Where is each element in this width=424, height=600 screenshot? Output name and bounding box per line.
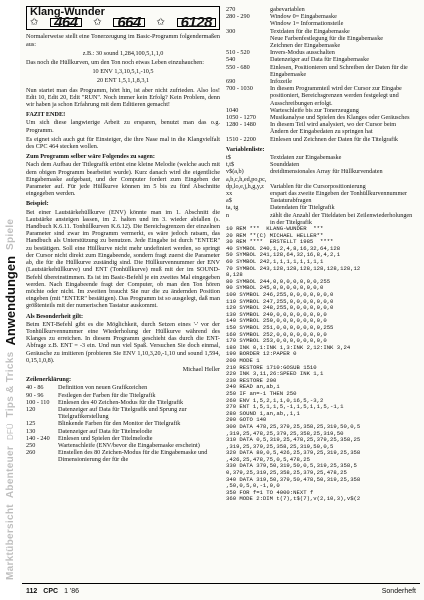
table-row xyxy=(226,56,416,63)
table-row xyxy=(26,384,220,391)
section-label-adventure[interactable]: Abenteuer xyxy=(4,445,16,499)
row-key xyxy=(226,35,270,42)
row-value: dreidimensionales Array für Hüllkurvendaten xyxy=(270,168,383,176)
body-paragraph: Es eignet sich auch gut für Einsteiger, die ihre Nase mal in die Klangvielfalt des CPC 464 stecken wollen. xyxy=(26,135,220,151)
star-icon: ✩ xyxy=(30,17,39,29)
row-key: 1040 xyxy=(226,106,239,114)
table-row xyxy=(226,121,416,135)
row-value: Blinkende Farben für den Monitor der Titelgrafik xyxy=(58,420,181,428)
table-row xyxy=(26,420,220,427)
line-explanation-table-continued xyxy=(226,6,416,143)
example-line: 10 ENV 1,3,10,5,1,-10,5 xyxy=(92,68,154,76)
magazine-name: CPC xyxy=(43,587,59,595)
table-row xyxy=(226,197,416,204)
table-row xyxy=(26,406,220,420)
table-row xyxy=(226,212,416,226)
body-paragraph: Nun startet man das Programm, hört hin, ist aber nicht zufrieden. Also los! Edit 10, Edit 20, Edit "RUN". Noch immer kein Erfolg? Kein Problem, denn wir haben ja schon Erfahrung mit dem Editieren gemacht! xyxy=(26,86,220,109)
row-value: Window 0= Eingabemaske xyxy=(270,13,337,21)
intro-text: Normalerweise stellt eine Tonerzeugung im Basic-Programm folgendermaßen aus: xyxy=(26,33,220,48)
table-row xyxy=(226,20,416,27)
table-row xyxy=(26,399,220,406)
intro-text-2: Das noch die Hüllkurven, um den Ton noch etwas Leben einzuhauchen: xyxy=(26,59,204,67)
table-row xyxy=(226,64,416,78)
example-line: 20 ENT 1,5,1,1,8,3,1 xyxy=(96,77,150,85)
star-icon: ✩ xyxy=(93,17,102,29)
variable-table xyxy=(226,154,416,226)
row-key: 550 - 680 xyxy=(226,63,250,71)
row-value: In diesem Programmteil wird der Cursor zur Eingabe positioniert, Bereichsgrenzen werden festgelegt und Ausschreibungen erfolgt. xyxy=(270,85,402,107)
section-heading: Beispiel: xyxy=(26,200,49,208)
body-paragraph: Nach dem Aufbau der Titlegrafik ertönt eine kleine Melodie (welche auch mit dem obigen Programm bearbeitet wurde). Kurz danach wird die eigentliche Eingabemaske aufgebaut, und der Computer fordert zum Eingeben der Parameter auf. Für jede Hüllkurve können im 5 bis zu fünf Abschnitte eingegeben werden. xyxy=(26,161,220,198)
row-value: Textdaten zur Eingabemaske xyxy=(270,154,342,162)
row-key: xx xyxy=(226,190,233,198)
section-label-dfu[interactable]: DFÜ xyxy=(5,423,15,440)
fazit-label: FAZIT ENDE! xyxy=(26,111,66,119)
table-row xyxy=(226,6,416,13)
author-name: Michael Heller xyxy=(182,365,220,373)
row-key: t,t$ xyxy=(226,161,235,169)
row-value: Window 1= Informationsteile xyxy=(270,20,344,28)
row-key: 125 xyxy=(26,420,36,428)
row-key xyxy=(226,20,270,27)
row-key: 540 xyxy=(226,56,236,64)
system-logos xyxy=(30,14,216,32)
table-row xyxy=(226,78,416,85)
table-row xyxy=(26,428,220,435)
row-key: 300 xyxy=(226,27,236,35)
section-heading: Als Besonderheit gilt: xyxy=(26,312,84,320)
table-row xyxy=(26,442,220,449)
logo-464: 464 xyxy=(50,18,82,27)
section-sidebar xyxy=(0,0,20,600)
row-key: 1280 - 1480 xyxy=(226,121,256,129)
section-heading: Variablenliste: xyxy=(226,145,265,153)
table-row xyxy=(226,176,416,183)
row-key: 140 - 240 xyxy=(26,434,50,442)
logo-664: 664 xyxy=(113,18,145,27)
row-value: Sounddaten xyxy=(270,161,300,169)
footer-rule xyxy=(22,583,420,584)
row-value: Einlesen und Zeichnen der Daten für die Titelgrafik xyxy=(270,135,399,143)
row-key: a,b,c,h,ed,po,pc, xyxy=(226,175,267,183)
title-box xyxy=(26,6,220,30)
row-value: Datenzeiger auf Data für Eingabemaske xyxy=(270,56,369,64)
row-value xyxy=(270,176,416,183)
table-row xyxy=(226,107,416,114)
table-row xyxy=(226,154,416,161)
row-key: 250 xyxy=(26,441,36,449)
row-key: 1050 - 1270 xyxy=(226,114,256,122)
row-value: erspart das zweite Eingeben der Tonhüllkurvennummer xyxy=(270,190,408,198)
row-value: Definition von neuen Grafikzeichen xyxy=(58,384,148,392)
row-value: Zeichnen der Eingabemaske xyxy=(270,42,341,50)
row-key: a$ xyxy=(226,197,232,205)
row-value: Festlegen der Farben für die Titelgrafik xyxy=(58,391,156,399)
body-paragraph: Beim ENT-Befehl gibt es die Möglichkeit, durch Setzen eines '-' vor der Tonhüllkurvennummer eine Wiederholung der Hüllkurve während des Klanges zu erreichen. In diesem Programm geschieht das durch die ENT-Abfrage z.B. ENT = -3 ein. Und nun viel Spaß. Versuchen Sie doch einmal, Geräusche zu imitieren (probieren Sie ENV 1,10,3,20,-1,10 und sound 1,594, 0,15,1,0,8). xyxy=(26,320,220,364)
row-key: n xyxy=(226,211,230,219)
right-column xyxy=(226,6,416,581)
table-row xyxy=(226,13,416,20)
row-value: Tastaturabfragen xyxy=(270,197,312,205)
table-row xyxy=(226,168,416,175)
row-value: Musikanalyse und Spielen des Klanges oder Geräusches xyxy=(270,114,410,122)
row-value: Datenzeiger auf Data für Titelmelodie xyxy=(58,427,153,435)
body-paragraph: Um sich diese langwierige Arbeit zu ersparen, benutzt man das o.g. Programm. xyxy=(26,119,220,134)
table-row xyxy=(226,114,416,121)
logo-6128: 6128 xyxy=(177,18,216,27)
row-value: Variablen für die Cursorpositionierung xyxy=(270,182,366,190)
table-row xyxy=(26,449,220,463)
row-key xyxy=(226,42,270,49)
row-value: gabevariablen xyxy=(270,6,305,13)
star-icon: ✩ xyxy=(156,17,165,29)
row-key: dp,lo,e,j,h,g,y,z xyxy=(226,182,264,190)
table-row xyxy=(226,49,416,56)
section-label-games[interactable]: Spiele xyxy=(4,218,16,250)
row-value: Einlesen des 40 Zeichen-Modus für die Titelgrafik xyxy=(58,398,184,406)
row-value: Infozeile xyxy=(270,78,292,86)
table-row xyxy=(226,161,416,168)
row-key: t$ xyxy=(226,154,231,162)
section-heading: Zeilenerklärung: xyxy=(26,376,72,384)
body-paragraph: Bei einer Lautstärkehüllkurve (ENV) könnte man im 1. Abschnitt die Lautstärke ansteigen lassen, im 2. halten und im 3. wieder abfallen (s. Handbuch K.6.11. Tonhüllkurven K.6.12). Die Bereichsgrenzen der einzelnen Parameter sind zwar im Programm vermerkt, es wäre jedoch ratsam, das Handbuch als Unterstützung zu benutzen. Jede Eingabe ist durch "ENTER" zu bestätigen. Soll eine Hüllkurve nicht mehr undefiniert werden, so springt der Cursor nicht direkt zum Eingabeende, sondern fragt zuerst die Parameter ab, die für die Hüllkurve zuständig sind. Die Hüllkurvennummer der ENV (Lautstärkehüllkurve) und ENT (Tonhüllkurve) muß mit der im SOUND-Befehl übereinstimmen. Es ist im Basic-Befehl je ein zweites Mal eingegeben werden. Nach Eingabeende fragt der Computer, ob man den Ton hören möchte oder nicht. Im zweiten braucht Sie nur die zu ändernden Position eingeben (mit "ENTER" bestätigen). Das Programm ist so ausgelegt, daß man größtenteils mit der numerischen Tastatur auskommt. xyxy=(26,208,220,310)
table-row xyxy=(26,435,220,442)
row-key: 700 - 1030 xyxy=(226,85,253,93)
row-key: v$(a,b) xyxy=(226,168,244,176)
row-key: 690 xyxy=(226,78,236,86)
row-value: Invers-Modus ausschalten xyxy=(270,49,335,57)
page-footer xyxy=(26,585,416,597)
row-key: 510 - 520 xyxy=(226,49,250,57)
row-value: Einstellen des 80 Zeichen-Modus für die Eingabemaske und Dimensionierung der für die xyxy=(58,449,208,464)
table-row xyxy=(226,190,416,197)
row-value: Warteschleife bis zur Tonerzeugung xyxy=(270,106,359,114)
article-title: Klang-Wunder xyxy=(30,6,105,18)
row-key: 120 xyxy=(26,405,36,413)
row-value: In diesem Teil wird analysiert, wo der Cursor beim Ändern der Eingabedaten zu springen hat xyxy=(270,121,397,136)
row-value: zählt die Anzahl der Titeldaten bei Zeilenwiederholungen in der Titelgrafik xyxy=(270,211,413,226)
table-row xyxy=(226,42,416,49)
row-value: Neue Farbenfestlegung für die Eingabemaske xyxy=(270,34,384,42)
row-key: 100 - 110 xyxy=(26,398,50,406)
page-number: 112 xyxy=(26,587,38,595)
program-listing: 10 REM *** KLANG-WUNDER *** 20 REM **(C) MICHAEL HELLER** 30 REM **** ERSTELLT 1985 **** 40 SYMBOL 240,1,2,4,8,16,32,64,128 50 SYMBOL 241,128,64,32,16,8,4,2,1 60 SYMBOL 242,1,1,1,1,1,1,1,1 70 SYMBOL 243,128,128,128,128,128,128,12 8,128 80 SYMBOL 244,0,0,0,0,0,0,0,255 90 SYMBOL 245,0,0,0,0,0,0,0,0 100 SYMBOL 246,255,0,0,0,0,0,0,0 110 SYMBOL 247,255,0,0,0,0,0,0,0 120 SYMBOL 248,255,0,0,0,0,0,0,0 130 SYMBOL 249,0,0,0,0,0,0,0,0 140 SYMBOL 250,0,0,0,0,0,0,0,0 150 SYMBOL 251,0,0,0,0,0,0,0,255 160 SYMBOL 252,0,0,0,0,0,0,0,0 170 SYMBOL 253,0,0,0,0,0,0,0,0 180 INK 0,1:INK 1,3:INK 2,12:INK 3,24 190 BORDER 12:PAPER 0 200 MODE 1 210 RESTORE 1710:GOSUB 1510 220 INK 3,11,26:SPEED INK 1,1 230 RESTORE 200 240 READ an,ab,i 250 IF an=-1 THEN 250 260 ENV 1,5,2,1,1,0,16,5,-3,2 270 ENT 1,5,1,1,5,-1,1,5,1,1,5,-1,1 280 SOUND 1,an,ab,,1,1 290 GOTO 140 300 DATA 478,25,379,25,358,25,319,50,0,5 ,319,25,478,25,379,25,358,25,319,50 310 DATA 0,5,319,25,478,25,379,25,358,25 ,319,25,379,25,358,25,319,50,0,5 320 DATA 80,0,5,426,25,379,25,319,25,358 ,426,25,478,75,0,5,478,25 330 DATA 379,50,319,50,0,5,319,25,358,5 0,379,25,319,25,358,25,379,25,478,25 340 DATA 319,50,379,50,478,50,319,25,358 ,50,0,5,0,-1,0,0 350 FOR f=1 TO 4000:NEXT f 360 MODE 2:DIM t(7),t$(7),v(2,10,3),v$(2 xyxy=(226,225,361,503)
row-value: Datenzeiger auf Data für Titelgrafik und Sprung zur Titelgrafikerstellung xyxy=(58,405,187,421)
row-value: Einlesen und Spielen der Titelmelodie xyxy=(58,434,153,442)
row-value: Textdaten für die Eingabemaske xyxy=(270,27,350,35)
example-line: z.B.: 30 sound 1,284,100,5,1,1,0 xyxy=(82,49,164,57)
table-row xyxy=(226,35,416,42)
section-heading: Zum Programm selber wäre Folgendes zu sagen: xyxy=(26,153,155,161)
section-nav xyxy=(3,20,17,580)
table-row xyxy=(226,85,416,107)
table-row xyxy=(226,204,416,211)
edition-label: Sonderheft xyxy=(381,587,416,595)
row-key: 90 - 96 xyxy=(26,391,44,399)
section-label-active[interactable]: Anwendungen xyxy=(2,255,18,346)
row-key: ta, tg xyxy=(226,204,239,212)
table-row xyxy=(226,183,416,190)
row-value: Datendaten für Titelgrafik xyxy=(270,204,335,212)
row-key: 130 xyxy=(26,427,36,435)
line-explanation-table xyxy=(26,384,220,463)
table-row xyxy=(26,392,220,399)
table-row xyxy=(226,136,416,143)
row-key: 1510 - 2200 xyxy=(226,135,256,143)
row-value: Einlesen, Positionieren und Schreiben der Daten für die Eingabemaske xyxy=(270,63,408,78)
row-key: 260 xyxy=(26,449,36,457)
left-column xyxy=(26,6,220,581)
issue-number: 1 '86 xyxy=(64,587,80,595)
section-label-market[interactable]: Marktübersicht xyxy=(4,504,16,580)
table-row xyxy=(226,28,416,35)
section-label-tips[interactable]: Tips & Tricks xyxy=(4,351,16,418)
row-key: 270 xyxy=(226,6,236,13)
row-key: 280 - 290 xyxy=(226,13,250,21)
row-key: 40 - 86 xyxy=(26,384,44,392)
row-value: Wartenschleife (ENV/bevor die Eingabemaske erscheint) xyxy=(58,441,200,449)
